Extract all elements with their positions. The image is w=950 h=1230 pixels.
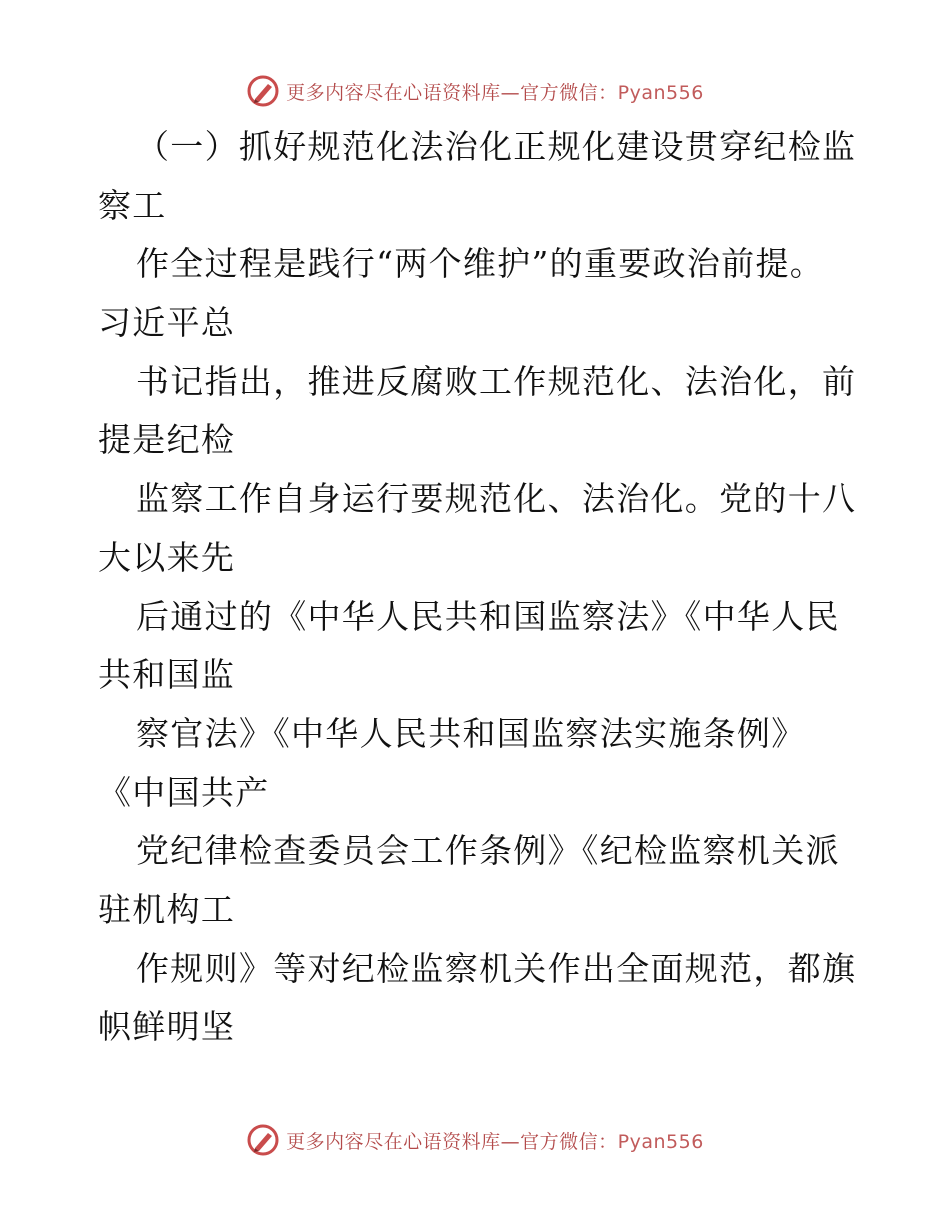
- footer-watermark: [0, 1120, 950, 1160]
- watermark-text: 更多内容尽在心语资料库—官方微信：: [286, 1130, 618, 1153]
- text-line: 察官法》《中华人民共和国监察法实施条例》: [136, 713, 806, 753]
- text-line: 监察工作自身运行要规范化、法治化。党的十八: [136, 479, 857, 519]
- watermark-text: 更多内容尽在心语资料库—官方微信：: [286, 81, 618, 104]
- text-line: 习近平总: [98, 303, 236, 343]
- pen-logo-icon: [246, 1123, 280, 1157]
- text-line: 驻机构工: [98, 889, 236, 929]
- document-body: [98, 118, 858, 1057]
- text-line: 后通过的《中华人民共和国监察法》《中华人民: [136, 596, 840, 636]
- text-line: 提是纪检: [98, 420, 236, 460]
- text-line: 《中国共产: [98, 772, 270, 812]
- watermark-wechat-id: Pyan556: [617, 81, 704, 104]
- text-line: 党纪律检查委员会工作条例》《纪检监察机关派: [136, 831, 840, 871]
- text-line: 共和国监: [98, 655, 236, 695]
- text-line: 大以来先: [98, 537, 236, 577]
- text-line: （一）抓好规范化法治化正规化建设贯穿纪检监: [136, 127, 857, 166]
- pen-logo-icon: [246, 74, 280, 108]
- header-watermark: [0, 71, 950, 111]
- text-line: 帜鲜明坚: [98, 1007, 236, 1047]
- text-line: 书记指出，推进反腐败工作规范化、法治化，前: [136, 361, 857, 401]
- watermark-wechat-id: Pyan556: [617, 1130, 704, 1153]
- text-line: 作规则》等对纪检监察机关作出全面规范，都旗: [136, 948, 857, 988]
- text-line: 察工: [98, 185, 167, 225]
- text-line: 作全过程是践行“两个维护”的重要政治前提。: [136, 244, 825, 284]
